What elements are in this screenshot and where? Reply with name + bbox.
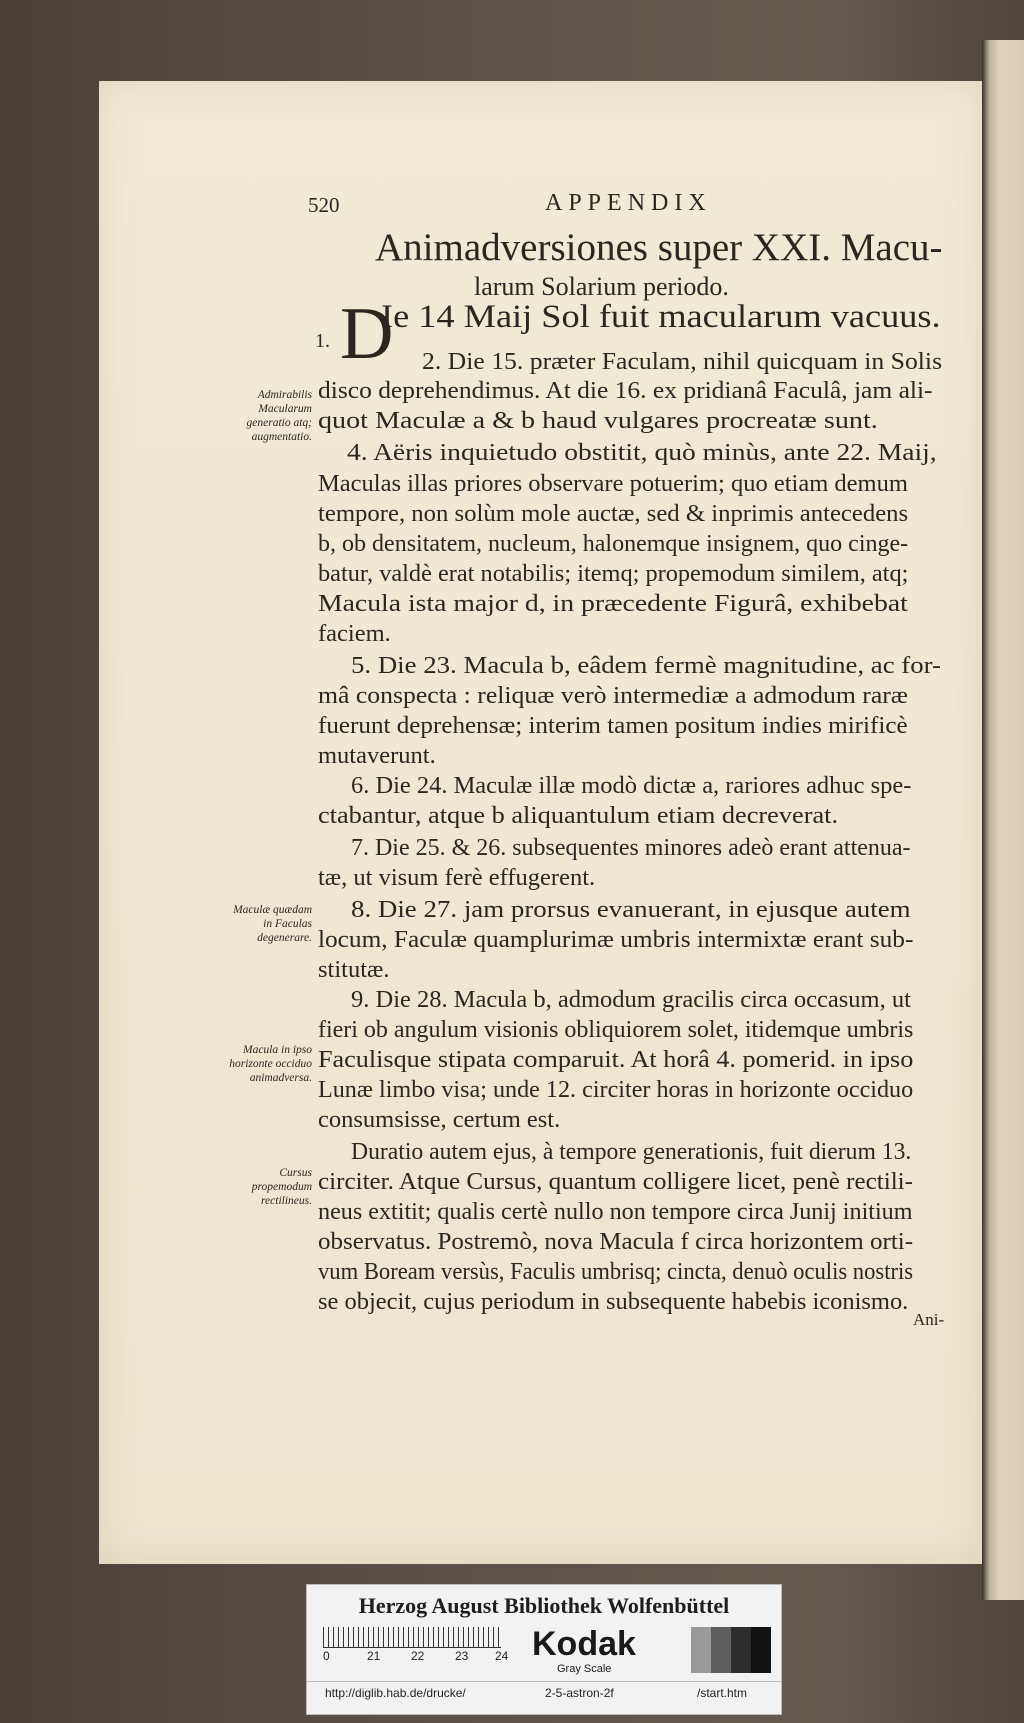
gray-patch (711, 1627, 731, 1673)
kodak-logo: Kodak (532, 1625, 636, 1663)
kodak-subtitle: Gray Scale (557, 1663, 612, 1675)
text-line: circiter. Atque Cursus, quantum colligere licet, penè rectili- (318, 1168, 914, 1195)
text-line: Lunæ limbo visa; unde 12. circiter horas in horizonte occiduo (318, 1076, 914, 1103)
text-line: neus extitit; qualis certè nullo non tempore circa Junij initium (318, 1198, 913, 1225)
text-line: fieri ob angulum visionis obliquiorem solet, itidemque umbris (318, 1016, 914, 1043)
text-line: observatus. Postremò, nova Macula f circa horizontem orti- (318, 1228, 914, 1255)
margin-note-horizonte: Macula in ipso horizonte occiduo animadversa. (229, 1044, 312, 1084)
text-line: Maculas illas priores observare potuerim; quo etiam demum (318, 470, 908, 497)
text-line: stitutæ. (318, 956, 390, 983)
ruler-label: 21 (367, 1649, 381, 1663)
margin-note-generatio: Admirabilis Macularum generatio atq; augmentatio. (246, 389, 312, 443)
text-line: Faculisque stipata comparuit. At horâ 4. pomerid. in ipso (318, 1046, 914, 1073)
text-line: se objecit, cujus periodum in subsequente habebis iconismo. (318, 1288, 909, 1315)
text-line: tempore, non solùm mole auctæ, sed & inprimis antecedens (318, 500, 909, 527)
text-line: 4. Aëris inquietudo obstitit, quò minùs, ante 22. Maij, (347, 439, 937, 466)
margin-note-cursus: Cursus propemodum rectilineus. (251, 1167, 312, 1207)
text-line: 7. Die 25. & 26. subsequentes minores adeò erant attenua- (351, 834, 911, 861)
text-line: 9. Die 28. Macula b, admodum gracilis circa occasum, ut (351, 986, 911, 1013)
gray-patch (691, 1627, 711, 1673)
text-line: 2. Die 15. præter Faculam, nihil quicquam in Solis (422, 348, 943, 375)
card-divider (307, 1681, 781, 1682)
text-line: 8. Die 27. jam prorsus evanuerant, in ejusque autem (351, 896, 911, 923)
text-line: locum, Faculæ quamplurimæ umbris intermixtæ erant sub- (318, 926, 914, 953)
card-url-left: http://diglib.hab.de/drucke/ (325, 1686, 466, 1700)
catch-word: Ani- (913, 1310, 945, 1329)
text-line: vum Boream versùs, Faculis umbrisq; cincta, denuò oculis nostris (318, 1258, 914, 1285)
ruler-label: 22 (411, 1649, 425, 1663)
running-title: APPENDIX (545, 190, 712, 216)
text-line: fuerunt deprehensæ; interim tamen positum indies mirificè (318, 712, 908, 739)
text-line: Duratio autem ejus, à tempore generationis, fuit dierum 13. (351, 1138, 912, 1165)
ruler-label: 24 (495, 1649, 509, 1663)
text-line: Ie 14 Maij Sol fuit macularum vacuus. (381, 299, 941, 335)
gray-patch (751, 1627, 771, 1673)
margin-note-degenerare: Maculæ quædam in Faculas degenerare. (233, 904, 312, 944)
ruler-label: 0 (323, 1649, 330, 1663)
text-line: b, ob densitatem, nucleum, halonemque insignem, quo cinge- (318, 530, 909, 557)
text-line: tæ, ut visum ferè effugerent. (318, 864, 596, 891)
chapter-title-line-2: larum Solarium periodo. (474, 272, 729, 301)
scale-ruler (323, 1627, 501, 1648)
text-line: 5. Die 23. Macula b, eâdem fermè magnitudine, ac for- (351, 652, 941, 679)
drop-capital: D (340, 293, 394, 375)
text-line: 6. Die 24. Maculæ illæ modò dictæ a, rariores adhuc spe- (351, 772, 912, 799)
library-color-card (306, 1584, 782, 1715)
gray-scale-patches (691, 1627, 771, 1673)
card-url-middle: 2-5-astron-2f (545, 1686, 614, 1700)
text-line: Macula ista major d, in præcedente Figurâ, exhibebat (318, 590, 908, 617)
text-line: ctabantur, atque b aliquantulum etiam decreverat. (318, 802, 839, 829)
text-line: faciem. (318, 620, 391, 647)
card-url-right: /start.htm (697, 1686, 748, 1700)
text-line: batur, valdè erat notabilis; itemq; propemodum similem, atq; (318, 560, 909, 587)
text-line: disco deprehendimus. At die 16. ex pridianâ Faculâ, jam ali- (318, 377, 933, 404)
text-line: consumsisse, certum est. (318, 1106, 561, 1133)
text-line: mutaverunt. (318, 742, 436, 769)
chapter-title-line-1: Animadversiones super XXI. Macu- (375, 226, 943, 269)
text-line: mâ conspecta : reliquæ verò intermediæ a admodum raræ (318, 682, 908, 709)
adjacent-page-edge (982, 40, 1024, 1600)
gray-patch (731, 1627, 751, 1673)
page-number: 520 (308, 193, 340, 217)
card-institution: Herzog August Bibliothek Wolfenbüttel (358, 1593, 730, 1618)
ruler-label: 23 (455, 1649, 469, 1663)
section-number: 1. (315, 330, 330, 352)
text-line: quot Maculæ a & b haud vulgares procreatæ sunt. (318, 407, 878, 434)
